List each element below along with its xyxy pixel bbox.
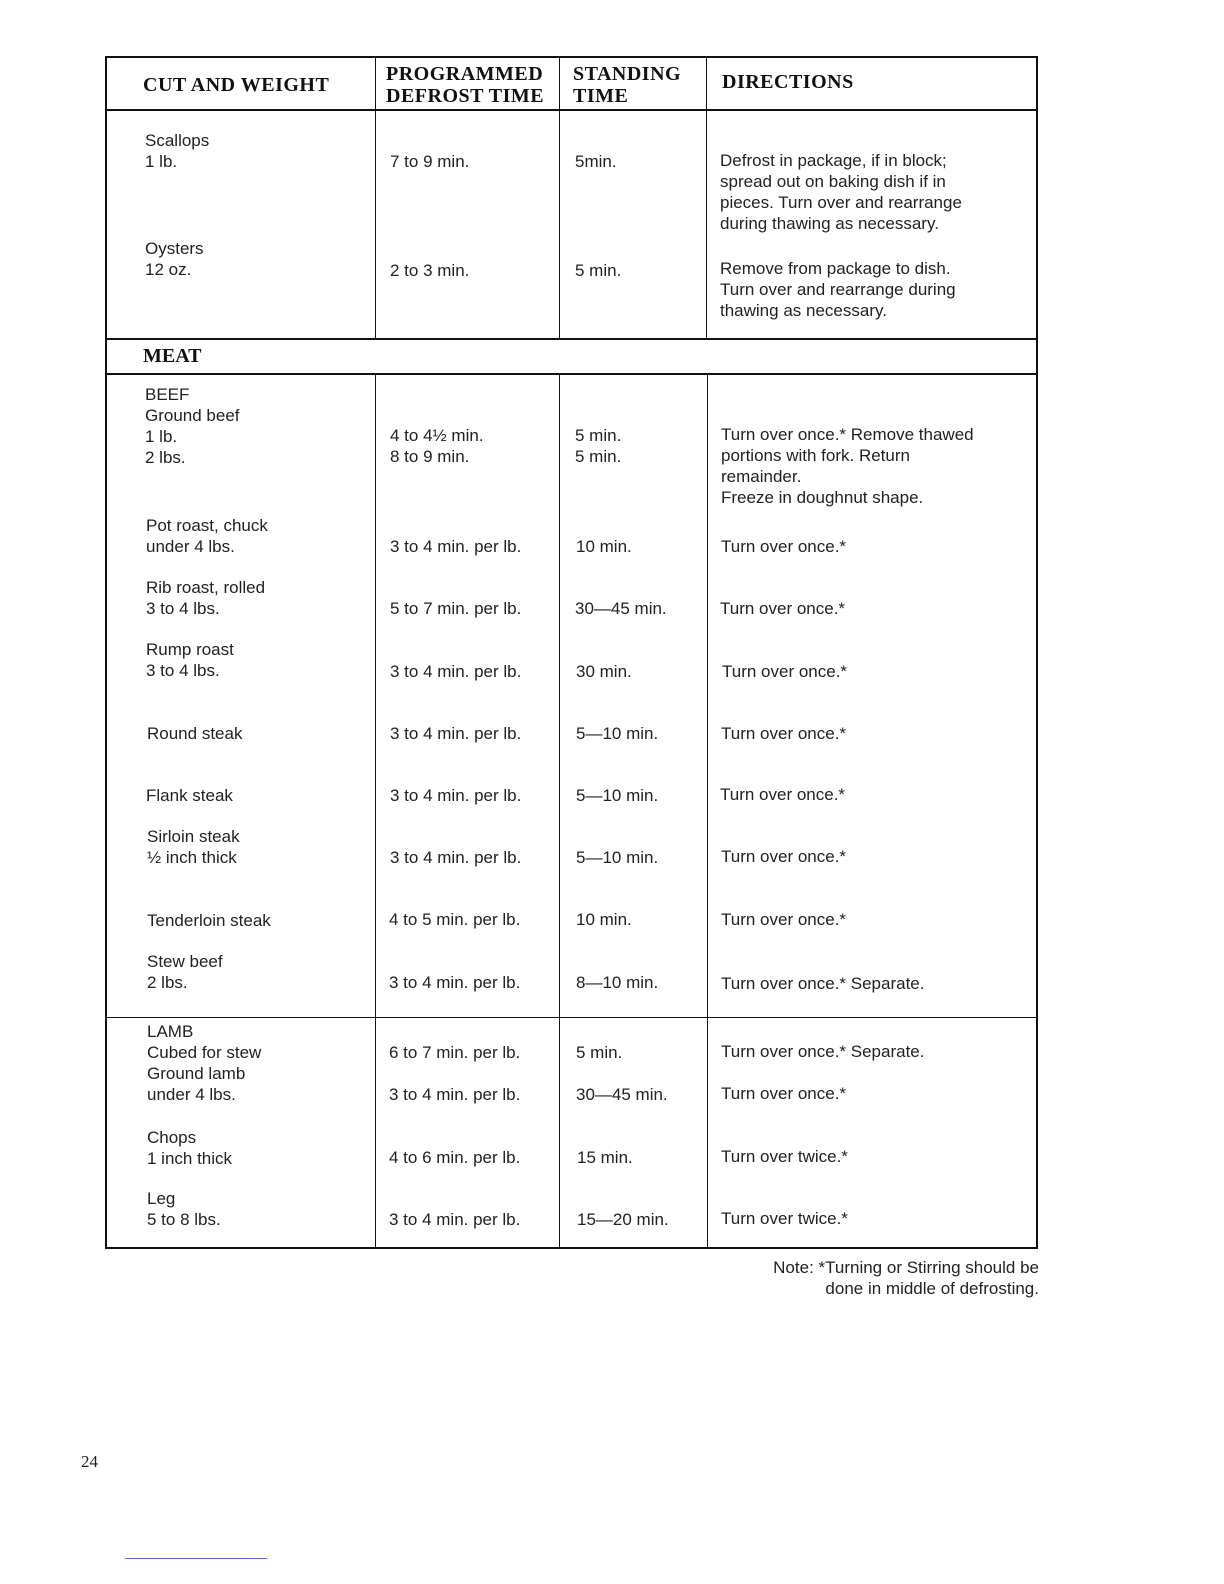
cell-cut: Stew beef 2 lbs.	[147, 952, 223, 992]
cell-standing: 5—10 min.	[576, 848, 659, 867]
cell-directions: Turn over once.*	[722, 662, 848, 681]
cell-directions: Turn over twice.*	[721, 1209, 848, 1228]
cell-cut: Flank steak	[146, 786, 233, 805]
footnote: Note: *Turning or Stirring should be done in middle of defrosting.	[773, 1258, 1039, 1298]
header-programmed-defrost-time: PROGRAMMED DEFROST TIME	[386, 63, 545, 107]
cell-standing: 30 min.	[576, 662, 632, 681]
cell-directions: Remove from package to dish. Turn over and rearrange during thawing as necessary.	[720, 259, 956, 320]
cell-standing: 10 min.	[576, 910, 632, 929]
cell-defrost: 3 to 4 min. per lb.	[390, 662, 522, 681]
cell-defrost: 3 to 4 min. per lb.	[390, 848, 522, 867]
cell-defrost: 3 to 4 min. per lb.	[390, 724, 522, 743]
cell-directions: Turn over once.*	[721, 847, 847, 866]
cell-directions: Turn over once.*	[720, 599, 846, 618]
col-divider-2b	[559, 373, 560, 1249]
cell-directions: Turn over once.* Remove thawed portions with fork. Return remainder. Freeze in doughnut shape.	[721, 425, 974, 507]
cell-cut: BEEF Ground beef 1 lb. 2 lbs.	[145, 385, 240, 467]
cell-directions: Turn over once.*	[721, 537, 847, 556]
cell-defrost: 2 to 3 min.	[390, 261, 470, 280]
cell-directions: Turn over twice.*	[721, 1147, 848, 1166]
bottom-blue-rule	[125, 1558, 267, 1559]
cell-defrost: 4 to 5 min. per lb.	[389, 910, 521, 929]
cell-defrost: 5 to 7 min. per lb.	[390, 599, 522, 618]
page-number: 24	[81, 1452, 98, 1471]
meat-section-bottom-rule	[107, 373, 1036, 375]
cell-defrost: 3 to 4 min. per lb.	[390, 786, 522, 805]
col-divider-3a	[706, 58, 707, 339]
cell-directions: Turn over once.* Separate.	[721, 974, 925, 993]
cell-standing: 15 min.	[577, 1148, 633, 1167]
cell-cut: Pot roast, chuck under 4 lbs.	[146, 516, 268, 556]
cell-standing: 5min.	[575, 152, 617, 171]
cell-cut: Rib roast, rolled 3 to 4 lbs.	[146, 578, 266, 618]
cell-defrost: 3 to 4 min. per lb.	[389, 1210, 521, 1229]
header-standing-time: STANDING TIME	[573, 63, 682, 107]
cell-defrost: 7 to 9 min.	[390, 152, 470, 171]
cell-cut: LAMB Cubed for stew Ground lamb under 4 lbs.	[147, 1022, 262, 1104]
meat-section-top-rule	[107, 338, 1036, 340]
cell-defrost: 6 to 7 min. per lb. 3 to 4 min. per lb.	[389, 1043, 521, 1104]
cell-directions: Turn over once.*	[720, 785, 846, 804]
cell-cut: Rump roast 3 to 4 lbs.	[146, 640, 234, 680]
cell-cut: Oysters 12 oz.	[145, 239, 204, 279]
cell-directions: Defrost in package, if in block; spread out on baking dish if in pieces. Turn over and rearrange during thawing as necessary.	[720, 151, 962, 233]
header-cut-and-weight: CUT AND WEIGHT	[143, 74, 330, 96]
cell-cut: Scallops 1 lb.	[145, 131, 210, 171]
cell-directions: Turn over once.*	[721, 724, 847, 743]
cell-defrost: 3 to 4 min. per lb.	[390, 537, 522, 556]
section-meat: MEAT	[143, 345, 202, 367]
cell-standing: 30—45 min.	[575, 599, 667, 618]
cell-standing: 5—10 min.	[576, 786, 659, 805]
header-directions: DIRECTIONS	[722, 71, 854, 93]
cell-defrost: 4 to 6 min. per lb.	[389, 1148, 521, 1167]
cell-standing: 5 min.	[575, 261, 622, 280]
cell-standing: 15—20 min.	[577, 1210, 669, 1229]
col-divider-1b	[375, 373, 376, 1249]
cell-standing: 8—10 min.	[576, 973, 659, 992]
cell-standing: 5—10 min.	[576, 724, 659, 743]
cell-directions: Turn over once.* Separate. Turn over once.*	[721, 1042, 925, 1103]
cell-defrost: 4 to 4½ min. 8 to 9 min.	[390, 426, 484, 466]
cell-cut: Leg 5 to 8 lbs.	[147, 1189, 221, 1229]
cell-standing: 10 min.	[576, 537, 632, 556]
cell-standing: 5 min. 30—45 min.	[576, 1043, 668, 1104]
cell-cut: Chops 1 inch thick	[147, 1128, 233, 1168]
cell-cut: Tenderloin steak	[147, 911, 271, 930]
header-rule	[107, 109, 1036, 111]
col-divider-2a	[559, 58, 560, 339]
col-divider-3b	[707, 373, 708, 1249]
col-divider-1a	[375, 58, 376, 339]
cell-directions: Turn over once.*	[721, 910, 847, 929]
cell-cut: Sirloin steak ½ inch thick	[147, 827, 240, 867]
cell-cut: Round steak	[147, 724, 243, 743]
cell-defrost: 3 to 4 min. per lb.	[389, 973, 521, 992]
cell-standing: 5 min. 5 min.	[575, 426, 622, 466]
lamb-rule	[107, 1017, 1036, 1018]
